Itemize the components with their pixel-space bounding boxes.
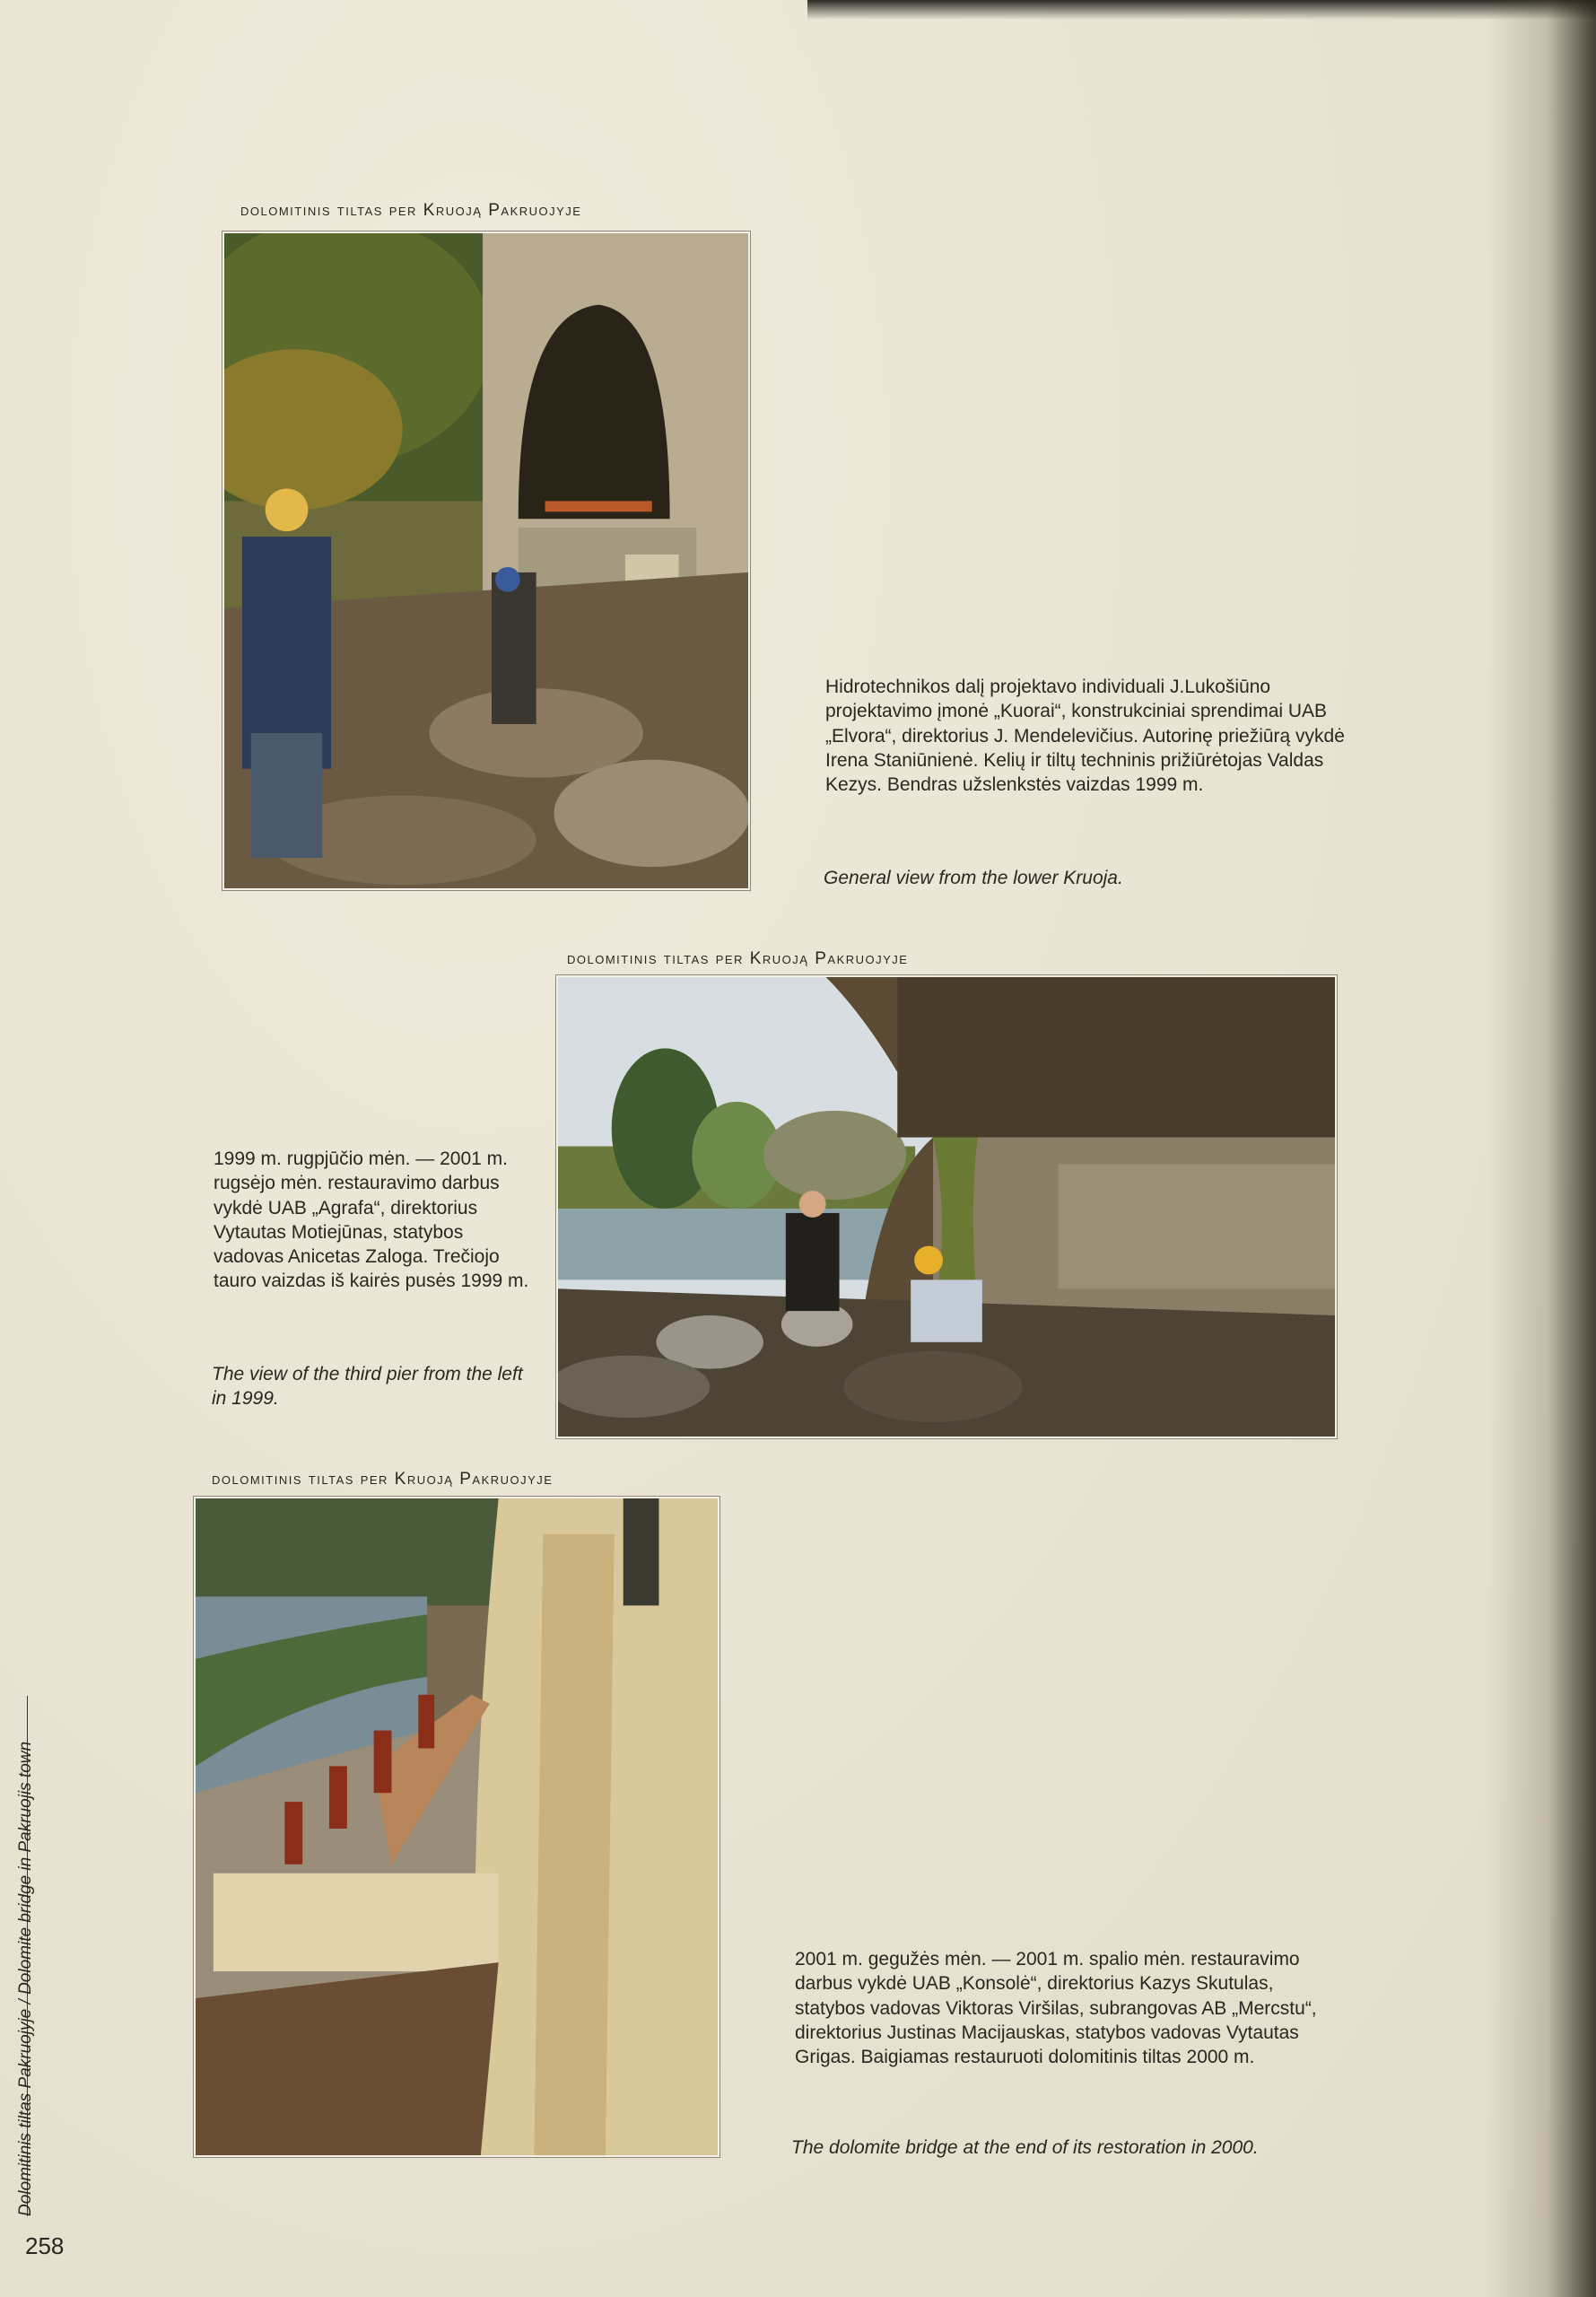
section-header-1: dolomitinis tiltas per Kruoją Pakruojyje: [240, 201, 582, 220]
top-edge-shadow: [807, 0, 1596, 20]
photo-third-pier: [556, 975, 1337, 1438]
spine-shadow: [1488, 0, 1596, 2297]
photo-restored-bridge-image: [196, 1498, 718, 2155]
photo-restored-bridge: [194, 1497, 720, 2157]
page-number: 258: [25, 2232, 65, 2259]
caption-lt-2: 1999 m. rugpjūčio mėn. — 2001 m. rugsėjo mėn. restauravimo darbus vykdė UAB „Agrafa“, direktorius Vytautas Motiejūnas, statybos vadovas Anicetas Zaloga. Trečiojo tauro vaizdas iš kairės pusės 1999 m.: [214, 1148, 529, 1292]
caption-en-3: The dolomite bridge at the end of its restoration in 2000.: [791, 2137, 1259, 2158]
caption-lt-1: Hidrotechnikos dalį projektavo individuali J.Lukošiūno projektavimo įmonė „Kuorai“, konstrukciniai sprendimai UAB „Elvora“, direktorius J. Mendelevičius. Autorinę priežiūrą vykdė Irena Staniūnienė. Kelių ir tiltų techninis prižiūrėtojas Valdas Kezys. Bendras užslenkstės vaizdas 1999 m.: [825, 677, 1345, 796]
photo-third-pier-image: [558, 977, 1335, 1437]
caption-en-2: The view of the third pier from the left in 1999.: [212, 1364, 523, 1410]
section-header-2: dolomitinis tiltas per Kruoją Pakruojyje: [567, 949, 909, 968]
section-header-3: dolomitinis tiltas per Kruoją Pakruojyje: [212, 1470, 554, 1489]
caption-en-1: General view from the lower Kruoja.: [824, 868, 1123, 888]
photo-bridge-arch-image: [224, 233, 748, 888]
running-head: Dolomitinis tiltas Pakruojyje / Dolomite bridge in Pakruojis town: [16, 1741, 35, 2216]
photo-bridge-arch-workers: [222, 231, 750, 890]
caption-lt-3: 2001 m. gegužės mėn. — 2001 m. spalio mėn. restauravimo darbus vykdė UAB „Konsolė“, direktorius Kazys Skutulas, statybos vadovas Viktoras Viršilas, subrangovas AB „Mercstu“, direktorius Justinas Macijauskas, statybos vadovas Vytautas Grigas. Baigiamas restauruoti dolomitinis tiltas 2000 m.: [795, 1949, 1317, 2068]
